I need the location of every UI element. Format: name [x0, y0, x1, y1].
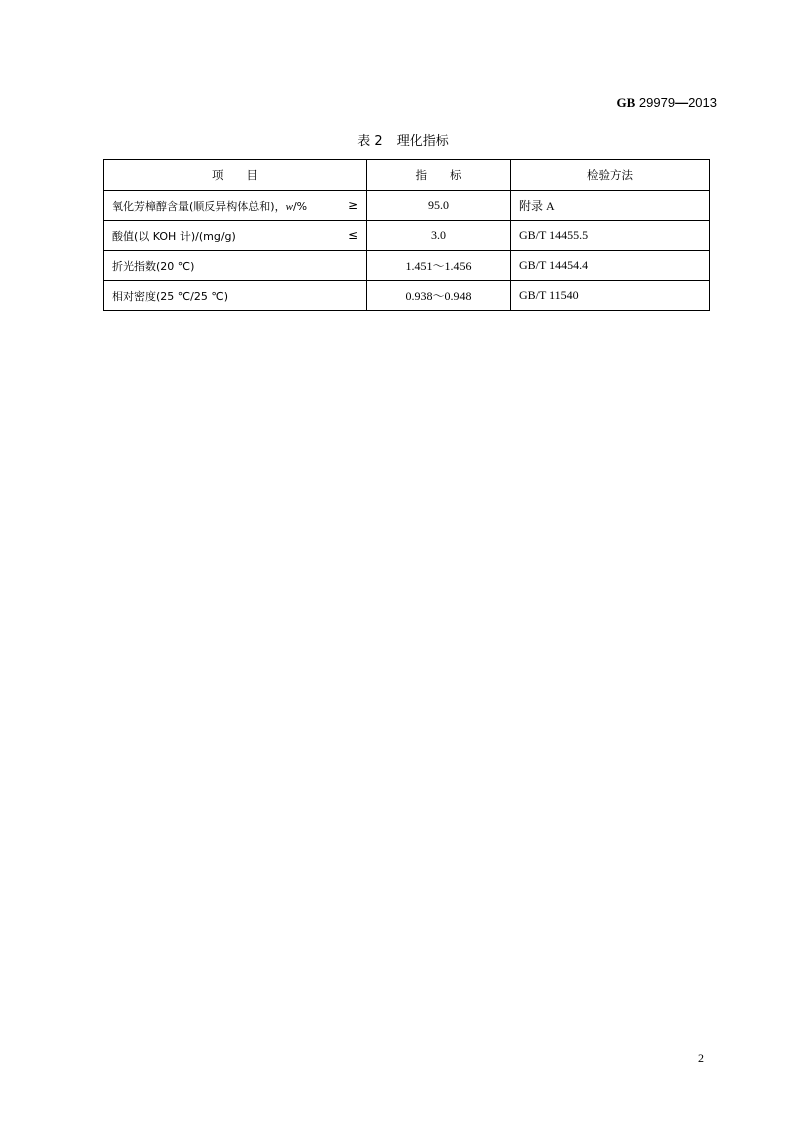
method-cell: GB/T 11540 [511, 281, 710, 311]
column-header-item: 项 目 [104, 160, 367, 191]
item-qualifier: ≥ [347, 197, 358, 212]
index-cell: 95.0 [367, 191, 511, 221]
page-number: 2 [698, 1051, 704, 1065]
item-label: 酸值(以 KOH 计)/(mg/g) [112, 229, 236, 243]
table-number: 表 2 [357, 134, 383, 149]
table-row [104, 281, 710, 311]
table-row [104, 251, 710, 281]
column-header-index: 指 标 [367, 160, 511, 191]
item-cell [104, 251, 367, 281]
method-cell: GB/T 14455.5 [511, 221, 710, 251]
item-label: 相对密度(25 ℃/25 ℃) [112, 289, 228, 303]
table-title: 理化指标 [396, 134, 449, 149]
table-caption [0, 133, 793, 151]
item-unit: /% [292, 199, 308, 213]
table-row [104, 191, 710, 221]
standard-year: 2013 [688, 95, 717, 110]
method-cell: GB/T 14454.4 [511, 251, 710, 281]
standard-number: 29979 [638, 95, 676, 110]
method-cell: 附录 A [511, 191, 710, 221]
item-label: 折光指数(20 ℃) [112, 259, 195, 273]
item-variable: w [285, 200, 293, 213]
index-cell: 1.451～1.456 [367, 251, 511, 281]
item-cell [104, 191, 367, 221]
item-cell [104, 221, 367, 251]
standard-prefix: GB [616, 95, 636, 110]
physicochemical-table [103, 159, 710, 311]
standard-dash: — [675, 95, 689, 110]
item-qualifier: ≤ [347, 227, 358, 242]
item-cell [104, 281, 367, 311]
column-header-method: 检验方法 [511, 160, 710, 191]
index-cell: 0.938～0.948 [367, 281, 511, 311]
index-cell: 3.0 [367, 221, 511, 251]
table-row [104, 221, 710, 251]
table-header-row [104, 160, 710, 191]
item-label: 氧化芳樟醇含量(顺反异构体总和)， [112, 199, 286, 213]
standard-header [617, 95, 718, 111]
